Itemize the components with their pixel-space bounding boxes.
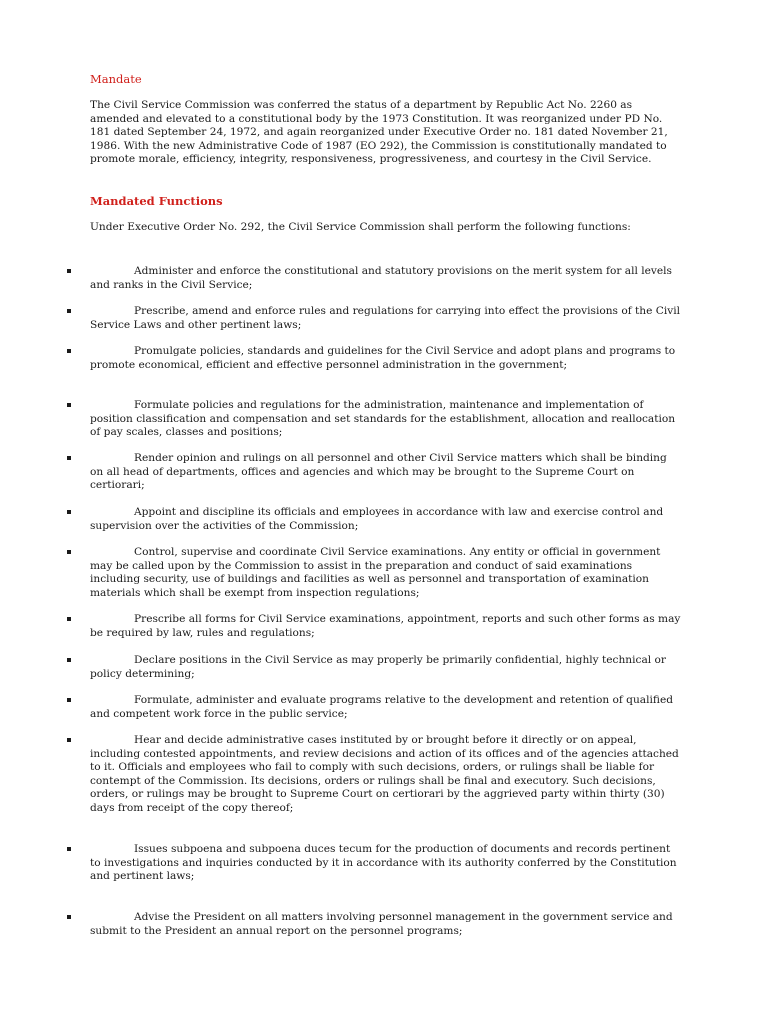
square-bullet-icon <box>67 456 71 460</box>
square-bullet-icon <box>67 617 71 621</box>
function-item-text: Administer and enforce the constitutional and statutory provisions on the merit system for all levels and ranks in the Civil Service; <box>90 265 672 291</box>
square-bullet-icon <box>67 658 71 662</box>
mandate-heading: Mandate <box>90 72 142 86</box>
function-item-text: Promulgate policies, standards and guidelines for the Civil Service and adopt plans and programs to promote economical, efficient and effective personnel administration in the government; <box>90 345 676 371</box>
function-item-text: Prescribe all forms for Civil Service examinations, appointment, reports and such other forms as may be required by law, rules and regulations; <box>90 613 681 639</box>
square-bullet-icon <box>67 698 71 702</box>
function-item-text: Declare positions in the Civil Service as may properly be primarily confidential, highly technical or policy determining; <box>90 654 666 680</box>
function-item-text: Render opinion and rulings on all personnel and other Civil Service matters which shall be binding on all head of departments, offices and agencies and which may be brought to the Supreme Court on certiorari; <box>90 452 667 492</box>
square-bullet-icon <box>67 738 71 742</box>
square-bullet-icon <box>67 847 71 851</box>
square-bullet-icon <box>67 403 71 407</box>
function-item-text: Hear and decide administrative cases instituted by or brought before it directly or on appeal, including contested appointments, and review decisions and action of its offices and of the agencies attached to it. Officials and employees who fail to comply with such decisions, orders, or rulings shall be liable for contempt of the Commission. Its decisions, orders or rulings shall be final and executory. Such decisions, orders, or rulings may be brought to Supreme Court on certiorari by the aggrieved party within thirty (30) days from receipt of the copy thereof; <box>90 734 679 814</box>
square-bullet-icon <box>67 510 71 514</box>
functions-intro-paragraph: Under Executive Order No. 292, the Civil Service Commission shall perform the following functions: <box>90 221 631 233</box>
function-item-text: Prescribe, amend and enforce rules and regulations for carrying into effect the provisions of the Civil Service Laws and other pertinent laws; <box>90 305 680 331</box>
mandate-paragraph: The Civil Service Commission was conferred the status of a department by Republic Act No. 2260 as amended and elevated to a constitutional body by the 1973 Constitution. It was reorganized under PD No. 181 dated September 24, 1972, and again reorganized under Executive Order no. 181 dated November 21, 1986. With the new Administrative Code of 1987 (EO 292), the Commission is constitutionally mandated to promote morale, efficiency, integrity, responsiveness, progressiveness, and courtesy in the Civil Service. <box>90 99 668 166</box>
function-item-text: Formulate, administer and evaluate programs relative to the development and retention of qualified and competent work force in the public service; <box>90 694 673 720</box>
square-bullet-icon <box>67 309 71 313</box>
function-item-text: Control, supervise and coordinate Civil Service examinations. Any entity or official in government may be called upon by the Commission to assist in the preparation and conduct of said examinations including security, use of buildings and facilities as well as personnel and transportation of examination materials which shall be exempt from inspection regulations; <box>90 546 661 599</box>
square-bullet-icon <box>67 349 71 353</box>
mandated-functions-heading: Mandated Functions <box>90 194 223 208</box>
square-bullet-icon <box>67 915 71 919</box>
square-bullet-icon <box>67 269 71 273</box>
function-item-text: Issues subpoena and subpoena duces tecum for the production of documents and records pertinent to investigations and inquiries conducted by it in accordance with its authority conferred by the Constitution and pertinent laws; <box>90 843 677 883</box>
function-item-text: Formulate policies and regulations for the administration, maintenance and implementation of position classification and compensation and set standards for the establishment, allocation and reallocation of pay scales, classes and positions; <box>90 399 676 439</box>
function-item-text: Advise the President on all matters involving personnel management in the government service and submit to the President an annual report on the personnel programs; <box>90 911 673 937</box>
square-bullet-icon <box>67 550 71 554</box>
function-item-text: Appoint and discipline its officials and employees in accordance with law and exercise control and supervision over the activities of the Commission; <box>90 506 664 532</box>
